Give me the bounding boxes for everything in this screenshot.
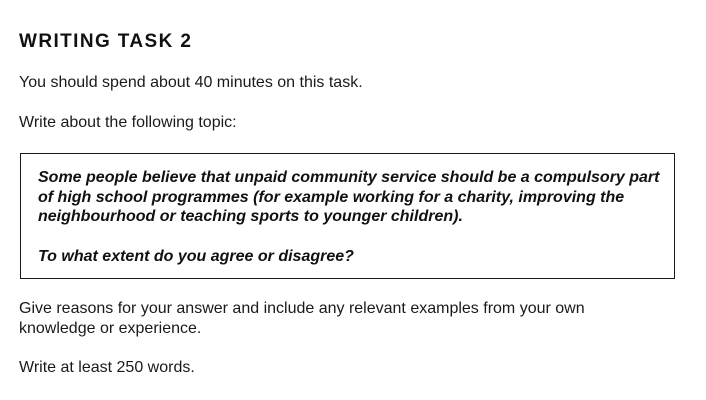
topic-box <box>20 153 675 279</box>
task-title: WRITING TASK 2 <box>19 31 193 52</box>
reasons-instruction: Give reasons for your answer and include any relevant examples from your own knowledge or experience. <box>19 300 585 337</box>
topic-intro: Write about the following topic: <box>19 114 237 131</box>
time-instruction: You should spend about 40 minutes on this task. <box>19 74 363 91</box>
word-count-instruction: Write at least 250 words. <box>19 359 195 376</box>
topic-question: To what extent do you agree or disagree? <box>38 248 354 265</box>
topic-statement: Some people believe that unpaid community service should be a compulsory part of high school programmes (for example working for a charity, improving the neighbourhood or teaching sports to younger children). <box>38 169 660 225</box>
